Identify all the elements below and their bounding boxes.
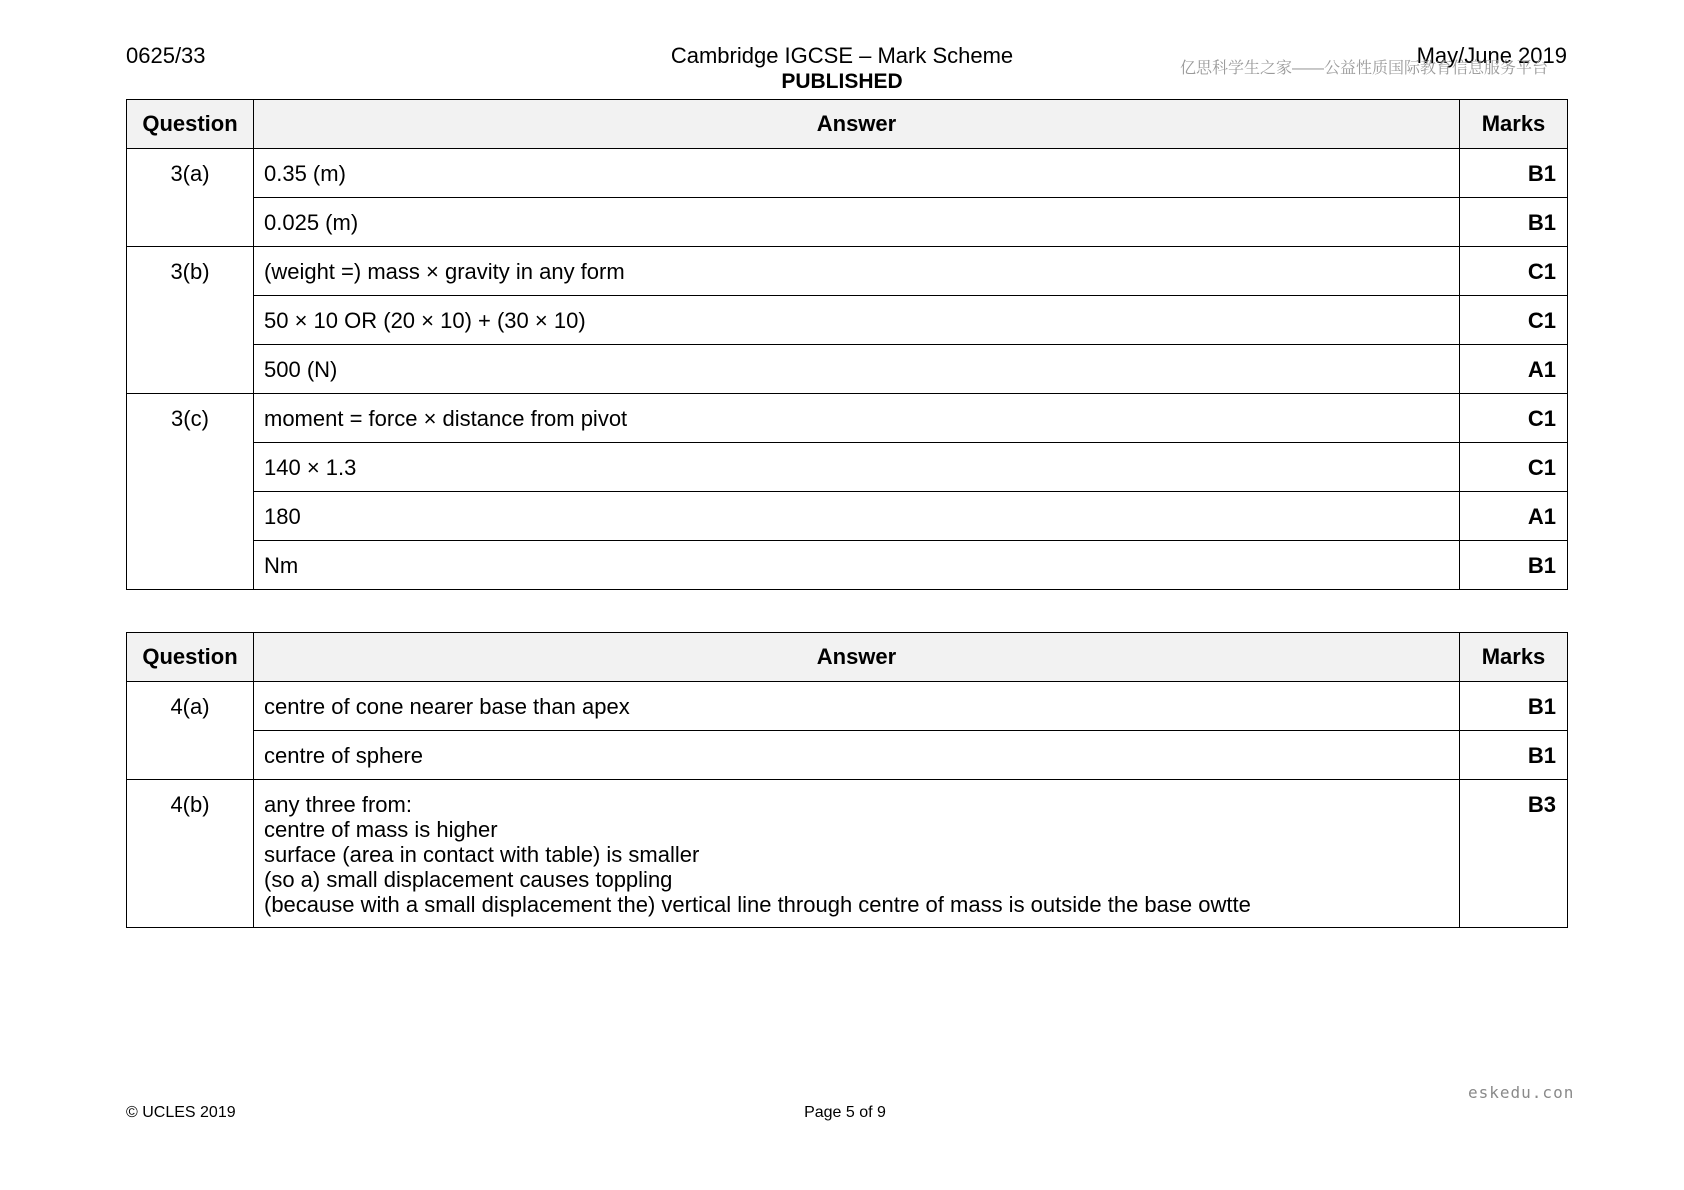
table-row bbox=[127, 198, 1568, 247]
mark-cell: A1 bbox=[1460, 345, 1568, 394]
mark-cell: B1 bbox=[1460, 731, 1568, 780]
answer-cell: 0.025 (m) bbox=[254, 198, 1460, 247]
table-row bbox=[127, 296, 1568, 345]
table-row bbox=[127, 731, 1568, 780]
footer-watermark: eskedu.con bbox=[1468, 1083, 1575, 1102]
published-label: PUBLISHED bbox=[781, 70, 903, 93]
marks-header: Marks bbox=[1460, 100, 1568, 149]
table-row bbox=[127, 247, 1568, 296]
answer-header: Answer bbox=[254, 100, 1460, 149]
mark-cell: C1 bbox=[1460, 247, 1568, 296]
answer-cell bbox=[254, 780, 1460, 928]
marks-header: Marks bbox=[1460, 633, 1568, 682]
answer-line: (so a) small displacement causes toppling bbox=[264, 867, 673, 892]
copyright: © UCLES 2019 bbox=[126, 1104, 236, 1121]
table-row bbox=[127, 149, 1568, 198]
answer-cell: (weight =) mass × gravity in any form bbox=[254, 247, 1460, 296]
question-label: 3(c) bbox=[127, 394, 254, 590]
mark-cell: B1 bbox=[1460, 149, 1568, 198]
answer-cell: centre of sphere bbox=[254, 731, 1460, 780]
answer-line: surface (area in contact with table) is smaller bbox=[264, 842, 700, 867]
table-row bbox=[127, 541, 1568, 590]
mark-cell: C1 bbox=[1460, 296, 1568, 345]
answer-cell: 180 bbox=[254, 492, 1460, 541]
answer-line: (because with a small displacement the) vertical line through centre of mass is outside the base owtte bbox=[264, 892, 1251, 917]
table-row bbox=[127, 443, 1568, 492]
answer-cell: moment = force × distance from pivot bbox=[254, 394, 1460, 443]
mark-cell: C1 bbox=[1460, 443, 1568, 492]
question-label: 3(b) bbox=[127, 247, 254, 394]
question-header: Question bbox=[127, 633, 254, 682]
question-header: Question bbox=[127, 100, 254, 149]
answer-line: centre of mass is higher bbox=[264, 817, 498, 842]
mark-cell: B1 bbox=[1460, 198, 1568, 247]
answer-cell: 500 (N) bbox=[254, 345, 1460, 394]
mark-cell: B1 bbox=[1460, 682, 1568, 731]
answer-line: any three from: bbox=[264, 792, 412, 817]
mark-cell: A1 bbox=[1460, 492, 1568, 541]
answer-cell: centre of cone nearer base than apex bbox=[254, 682, 1460, 731]
answer-cell: 50 × 10 OR (20 × 10) + (30 × 10) bbox=[254, 296, 1460, 345]
mark-cell: C1 bbox=[1460, 394, 1568, 443]
mark-scheme-table-3 bbox=[126, 99, 1568, 590]
exam-session: May/June 2019 bbox=[1416, 43, 1567, 68]
answer-cell: 140 × 1.3 bbox=[254, 443, 1460, 492]
question-label: 4(b) bbox=[127, 780, 254, 928]
watermark-text: 亿思科学生之家——公益性质国际教育信息服务平台 bbox=[1180, 60, 1549, 77]
mark-cell: B3 bbox=[1460, 780, 1568, 928]
question-label: 4(a) bbox=[127, 682, 254, 780]
table-header-row bbox=[127, 633, 1568, 682]
table-row bbox=[127, 682, 1568, 731]
page-number: Page 5 of 9 bbox=[804, 1104, 886, 1121]
question-label: 3(a) bbox=[127, 149, 254, 247]
paper-code: 0625/33 bbox=[126, 43, 206, 68]
table-row bbox=[127, 394, 1568, 443]
table-row bbox=[127, 780, 1568, 928]
table-row bbox=[127, 345, 1568, 394]
mark-scheme-table-4 bbox=[126, 632, 1568, 928]
mark-cell: B1 bbox=[1460, 541, 1568, 590]
answer-header: Answer bbox=[254, 633, 1460, 682]
table-row bbox=[127, 492, 1568, 541]
title-text: Cambridge IGCSE – Mark Scheme bbox=[670, 43, 1014, 68]
answer-cell: 0.35 (m) bbox=[254, 149, 1460, 198]
table-header-row bbox=[127, 100, 1568, 149]
answer-cell: Nm bbox=[254, 541, 1460, 590]
